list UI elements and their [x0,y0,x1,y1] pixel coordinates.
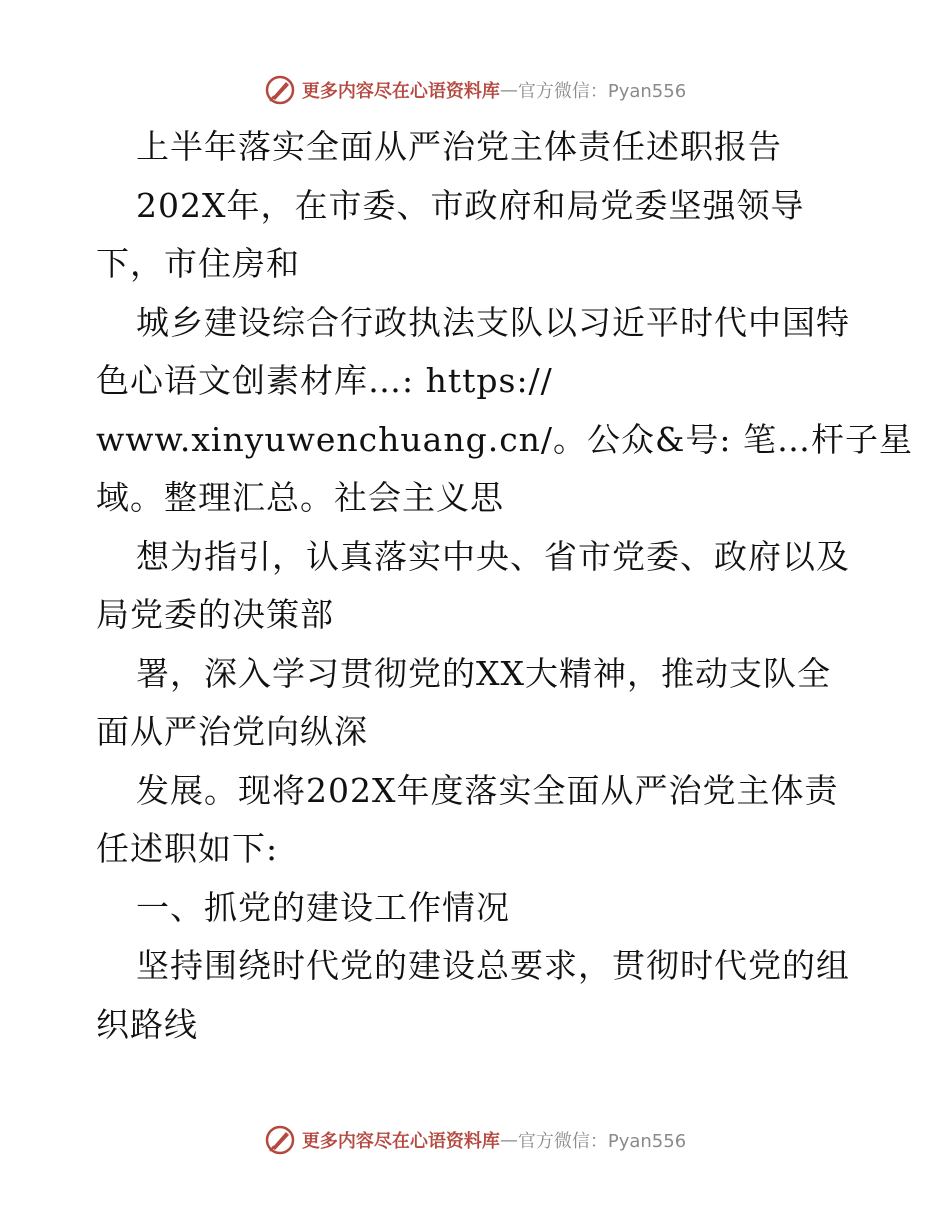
paragraph-line: 城乡建设综合行政执法支队以习近平时代中国特 [136,302,850,342]
paragraph-line: 局党委的决策部 [96,595,334,634]
paragraph-line: 域。整理汇总。社会主义思 [96,478,504,517]
quill-seal-icon [264,1124,296,1156]
paragraph-line: 署，深入学习贯彻党的XX大精神，推动支队全 [136,653,831,693]
paragraph-line: 任述职如下: [96,829,279,868]
paragraph-line: 下，市住房和 [96,244,300,283]
paragraph-line: 想为指引，认真落实中央、省市党委、政府以及 [136,536,850,576]
header-banner-separator: — [499,79,518,101]
footer-banner-separator: — [499,1129,518,1151]
quill-seal-icon [264,74,296,106]
paragraph-line: 202X年，在市委、市政府和局党委坚强领导 [136,185,805,225]
document-title: 上半年落实全面从严治党主体责任述职报告 [136,127,782,166]
header-banner [0,70,950,110]
paragraph-line: 面从严治党向纵深 [96,712,368,751]
section-heading: 一、抓党的建设工作情况 [136,887,510,927]
footer-banner [0,1120,950,1160]
paragraph-line: 织路线 [96,1004,198,1044]
paragraph-line: 坚持围绕时代党的建设总要求，贯彻时代党的组 [136,946,850,985]
paragraph-line: 发展。现将202X年度落实全面从严治党主体责 [136,770,839,810]
header-banner-wechat: 官方微信：Pyan556 [517,81,687,102]
footer-banner-main-text: 更多内容尽在心语资料库 [301,1131,500,1152]
document-body [96,118,914,1054]
footer-banner-wechat: 官方微信：Pyan556 [517,1131,687,1152]
paragraph-line: 色心语文创素材库…: https:// [96,361,553,400]
paragraph-line: www.xinyuwenchuang.cn/。公众&号: 笔…杆子星 [96,419,914,459]
header-banner-main-text: 更多内容尽在心语资料库 [301,81,500,102]
